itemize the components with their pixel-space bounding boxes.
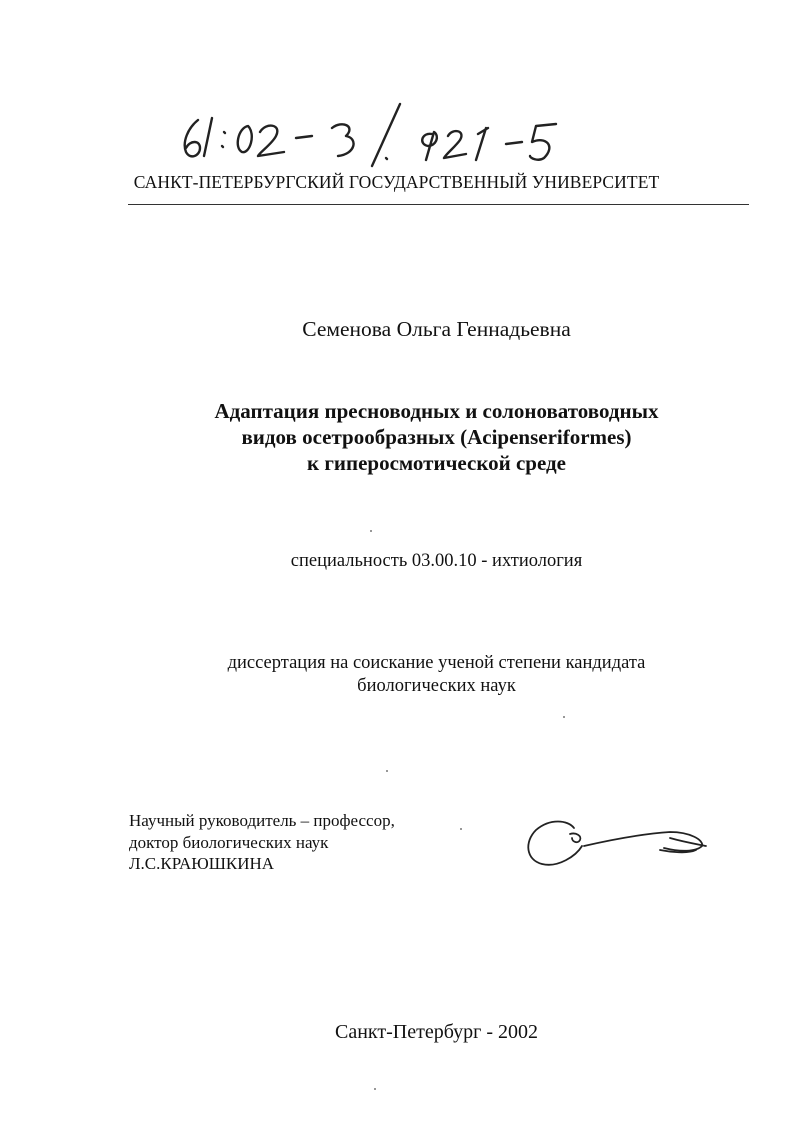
scan-speck bbox=[386, 770, 388, 772]
scan-speck bbox=[374, 1088, 376, 1090]
scan-speck bbox=[563, 716, 565, 718]
title-line: Адаптация пресноводных и солоноватоводных bbox=[214, 399, 659, 423]
title-line: к гиперосмотической среде bbox=[307, 451, 566, 475]
specialty: специальность 03.00.10 - ихтиология bbox=[290, 551, 583, 571]
supervisor-block bbox=[129, 810, 395, 875]
author-name: Семенова Ольга Геннадьевна bbox=[302, 317, 571, 341]
degree-statement bbox=[0, 652, 793, 698]
dissertation-title bbox=[0, 398, 793, 476]
city-year: Санкт-Петербург - 2002 bbox=[335, 1021, 538, 1043]
supervisor-line: доктор биологических наук bbox=[129, 832, 329, 852]
supervisor-line: Научный руководитель – профессор, bbox=[129, 811, 395, 830]
header-divider bbox=[128, 204, 749, 205]
scan-speck bbox=[370, 530, 372, 532]
title-line: видов осетрообразных (Acipenseriformes) bbox=[241, 425, 632, 449]
supervisor-name: Л.С.КРАЮШКИНА bbox=[129, 854, 275, 873]
scan-speck bbox=[460, 828, 462, 830]
degree-line: биологических наук bbox=[357, 676, 516, 696]
degree-line: диссертация на соискание ученой степени кандидата bbox=[227, 653, 646, 673]
university-name: САНКТ-ПЕТЕРБУРГСКИЙ ГОСУДАРСТВЕННЫЙ УНИВЕРСИТЕТ bbox=[133, 172, 660, 192]
signature bbox=[520, 810, 720, 880]
handwritten-archive-number bbox=[160, 90, 640, 185]
